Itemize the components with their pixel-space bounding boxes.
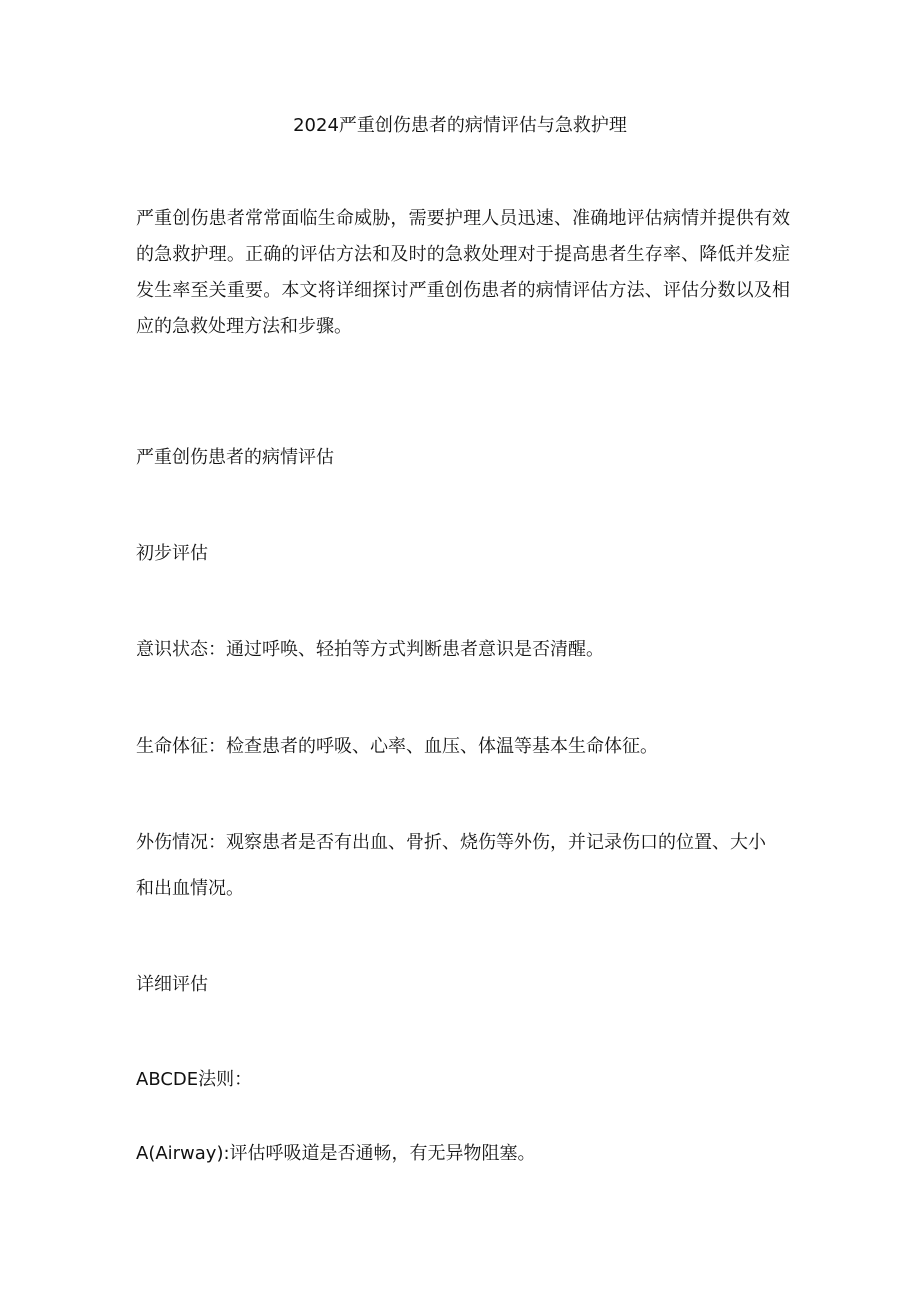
heading-initial-assessment: 初步评估	[136, 543, 208, 564]
item-injury-line-2: 和出血情况。	[136, 878, 244, 899]
item-airway: A(Airway):评估呼吸道是否通畅，有无异物阻塞。	[136, 1143, 536, 1164]
item-consciousness: 意识状态：通过呼唤、轻拍等方式判断患者意识是否清醒。	[136, 639, 604, 660]
heading-detailed-assessment: 详细评估	[136, 974, 208, 995]
heading-abcde-rule: ABCDE法则：	[136, 1069, 253, 1090]
document-title: 2024严重创伤患者的病情评估与急救护理	[293, 115, 627, 136]
item-vital-signs: 生命体征：检查患者的呼吸、心率、血压、体温等基本生命体征。	[136, 736, 658, 757]
section-heading-assessment: 严重创伤患者的病情评估	[136, 447, 334, 468]
intro-paragraph: 严重创伤患者常常面临生命威胁，需要护理人员迅速、准确地评估病情并提供有效的急救护理。正确的评估方法和及时的急救处理对于提高患者生存率、降低并发症发生率至关重要。本文将详细探讨严重创伤患者的病情评估方法、评估分数以及相应的急救处理方法和步骤。	[136, 208, 790, 337]
item-injury-line-1: 外伤情况：观察患者是否有出血、骨折、烧伤等外伤，并记录伤口的位置、大小	[136, 832, 766, 853]
